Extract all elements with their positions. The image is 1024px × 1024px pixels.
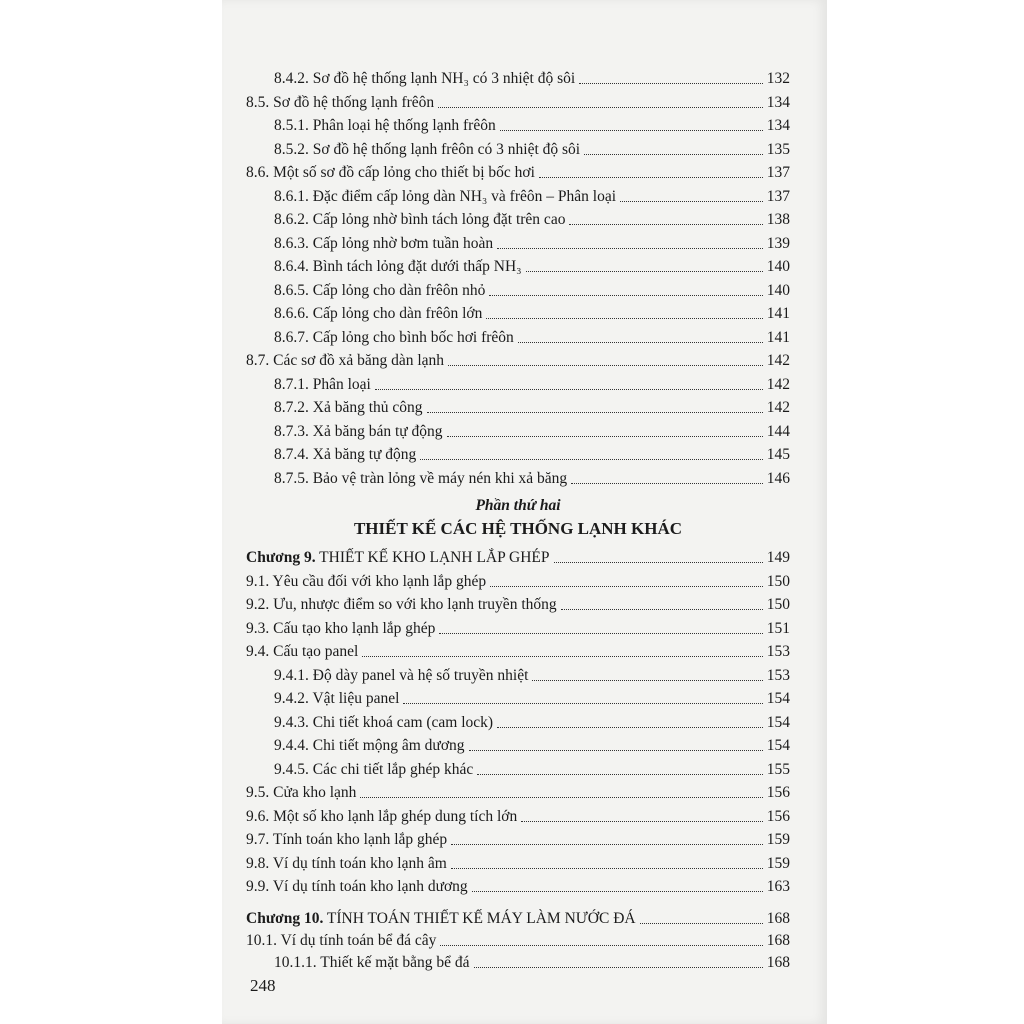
toc-entry-label: 8.6.2. Cấp lỏng nhờ bình tách lỏng đặt trên cao [274,211,566,228]
toc-entry-label: 9.7. Tính toán kho lạnh lắp ghép [246,831,448,848]
dot-leader [477,774,762,775]
toc-entry-page: 142 [766,352,790,369]
toc-entry-page: 159 [766,831,790,848]
toc-entry [246,135,790,159]
toc-entry [246,393,790,417]
toc-entry-label: 8.6.3. Cấp lỏng nhờ bơm tuần hoàn [274,234,494,252]
chapter-prefix: Chương 10. [246,909,324,927]
toc-entry-page: 154 [766,737,790,754]
toc-entry-label: 8.5.1. Phân loại hệ thống lạnh frêôn [274,117,496,134]
toc-entry-label: 9.4.4. Chi tiết mộng âm dương [274,737,465,754]
toc-entry [246,158,790,182]
toc-entry-label: 9.4.5. Các chi tiết lắp ghép khác [274,760,474,778]
dot-leader [554,562,763,563]
dot-leader [497,248,763,249]
toc-entry [246,708,790,732]
toc-entry-page: 150 [766,572,790,590]
toc-entry-page: 140 [766,281,790,299]
toc-entry-page: 163 [766,878,790,895]
toc-entry [246,323,790,347]
page-number: 248 [250,976,276,995]
toc-entry [246,543,790,567]
toc-entry-label: 8.5.2. Sơ đồ hệ thống lạnh frêôn có 3 nhiệt độ sôi [274,140,581,158]
toc-entry-page: 168 [766,953,790,971]
toc-entry-label: 9.4.3. Chi tiết khoá cam (cam lock) [274,713,494,731]
toc-entry [246,88,790,112]
toc-entry-label: 8.6.7. Cấp lỏng cho bình bốc hơi frêôn [274,328,514,346]
toc-entry-page: 168 [766,909,790,927]
toc-entry [246,849,790,873]
toc-entry [246,614,790,638]
toc-entry [246,926,790,950]
toc-entry-label: 9.4. Cấu tạo panel [246,643,359,660]
toc-entry [246,464,790,488]
toc-entry-page: 156 [766,807,790,825]
dot-leader [472,891,763,892]
toc-entry-label: 9.6. Một số kho lạnh lắp ghép dung tích lớn [246,807,518,825]
toc-entry-page: 168 [766,931,790,949]
toc-entry [246,904,790,928]
toc-entry-label [246,549,550,567]
dot-leader [620,201,763,202]
toc-entry-label: 9.9. Ví dụ tính toán kho lạnh dương [246,878,468,895]
toc-entry-page: 151 [766,619,790,637]
toc-entry [246,948,790,972]
chapter-prefix: Chương 9. [246,549,316,566]
toc-entry-label: 8.5. Sơ đồ hệ thống lạnh frêôn [246,93,435,111]
toc-entry-label: 8.6.1. Đặc điểm cấp lỏng dàn NH₃ và frêôn – Phân loại [274,187,617,205]
dot-leader [532,680,762,681]
dot-leader [474,967,763,968]
toc-entry-page: 145 [766,446,790,463]
toc-entry-label: 8.6.5. Cấp lỏng cho dàn frêôn nhỏ [274,281,486,299]
toc-entry-page: 137 [766,187,790,205]
dot-leader [539,177,763,178]
toc-entry-page: 156 [766,784,790,801]
toc-entry [246,731,790,755]
toc-entry-label: 9.8. Ví dụ tính toán kho lạnh âm [246,854,447,872]
dot-leader [521,821,763,822]
dot-leader [497,727,763,728]
dot-leader [579,83,763,84]
toc-entry-page: 144 [766,422,790,440]
dot-leader [448,365,763,366]
dot-leader [440,945,762,946]
dot-leader [518,342,763,343]
toc-entry-page: 132 [766,70,790,87]
toc-entry-label: 10.1.1. Thiết kế mặt bằng bể đá [274,953,470,971]
toc-entry-page: 146 [766,469,790,487]
dot-leader [420,459,762,460]
toc-entry [246,370,790,394]
dot-leader [451,844,763,845]
dot-leader [526,271,763,272]
toc-entry [246,755,790,779]
toc-entry [246,182,790,206]
toc-entry-page: 142 [766,375,790,393]
toc-entry-page: 139 [766,234,790,252]
dot-leader [500,130,763,131]
toc-entry-label: 8.7.5. Bảo vệ tràn lỏng về máy nén khi xả băng [274,469,568,487]
toc-entry-label: 8.6.4. Bình tách lỏng đặt dưới thấp NH₃ [274,258,522,275]
toc-entry [246,276,790,300]
toc-entry-page: 138 [766,211,790,228]
toc-entry [246,205,790,229]
dot-leader [438,107,763,108]
toc-entry-page: 135 [766,140,790,158]
toc-entry [246,111,790,135]
chapter-title: THIẾT KẾ KHO LẠNH LẮP GHÉP [315,549,550,566]
toc-entry-page: 141 [766,305,790,322]
toc-entry-label: 9.5. Cửa kho lạnh [246,784,357,801]
dot-leader [451,868,763,869]
dot-leader [584,154,763,155]
toc-entry-page: 134 [766,117,790,134]
toc-entry-page: 134 [766,93,790,111]
dot-leader [403,703,762,704]
toc-entry-page: 141 [766,328,790,346]
toc-entry-label: 8.4.2. Sơ đồ hệ thống lạnh NH₃ có 3 nhiệt độ sôi [274,70,576,87]
toc-entry [246,299,790,323]
toc-entry [246,252,790,276]
toc-entry-page: 155 [766,760,790,778]
toc-entry [246,802,790,826]
toc-entry [246,661,790,685]
dot-leader [489,295,762,296]
toc-entry [246,590,790,614]
dot-leader [571,483,763,484]
dot-leader [362,656,762,657]
dot-leader [427,412,763,413]
toc-entry [246,872,790,896]
dot-leader [375,389,763,390]
part-label: Phần thứ hai [475,497,561,514]
toc-entry-page: 154 [766,690,790,707]
toc-entry-page: 159 [766,854,790,872]
toc-entry [246,64,790,88]
toc-entry-label: 9.4.2. Vật liệu panel [274,690,400,707]
dot-leader [486,318,762,319]
toc-entry-label: 9.3. Cấu tạo kho lạnh lắp ghép [246,619,436,637]
dot-leader [469,750,763,751]
dot-leader [490,586,763,587]
toc-entry [246,567,790,591]
toc-entry-label: 8.7.1. Phân loại [274,375,371,393]
toc-entry-page: 149 [766,549,790,566]
dot-leader [360,797,762,798]
toc-entry-label: 8.6.6. Cấp lỏng cho dàn frêôn lớn [274,305,483,322]
toc-entry-label: 9.4.1. Độ dày panel và hệ số truyền nhiệt [274,666,529,684]
part-heading: THIẾT KẾ CÁC HỆ THỐNG LẠNH KHÁC [353,519,683,538]
toc-entry-label: 8.7.3. Xả băng bán tự động [274,422,443,440]
toc-entry [246,346,790,370]
dot-leader [439,633,762,634]
toc-entry-label: 9.2. Ưu, nhược điểm so với kho lạnh truyền thống [246,596,557,613]
toc-entry-page: 153 [766,643,790,660]
dot-leader [561,609,763,610]
dot-leader [569,224,762,225]
toc-entry-page: 154 [766,713,790,731]
toc-entry-page: 150 [766,596,790,613]
toc-entry [246,825,790,849]
toc-entry [246,778,790,802]
toc-entry [246,684,790,708]
toc-entry [246,417,790,441]
toc-entry [246,229,790,253]
toc-entry [246,637,790,661]
toc-entry-label: 9.1. Yêu cầu đối với kho lạnh lắp ghép [246,572,487,590]
toc-entry-page: 142 [766,399,790,416]
dot-leader [640,923,763,924]
toc-entry-label: 8.7. Các sơ đồ xả băng dàn lạnh [246,352,445,369]
toc-entry [246,440,790,464]
chapter-title: TÍNH TOÁN THIẾT KẾ MÁY LÀM NƯỚC ĐÁ [323,909,636,927]
toc-entry-label: 8.6. Một số sơ đồ cấp lỏng cho thiết bị bốc hơi [246,164,535,181]
toc-entry-label: 8.7.4. Xả băng tự động [274,446,417,463]
toc-entry-page: 137 [766,164,790,181]
toc-entry-label: 8.7.2. Xả băng thủ công [274,399,423,416]
toc-entry-label: 10.1. Ví dụ tính toán bể đá cây [246,931,437,949]
toc-entry-page: 153 [766,666,790,684]
toc-entry-page: 140 [766,258,790,275]
dot-leader [447,436,763,437]
